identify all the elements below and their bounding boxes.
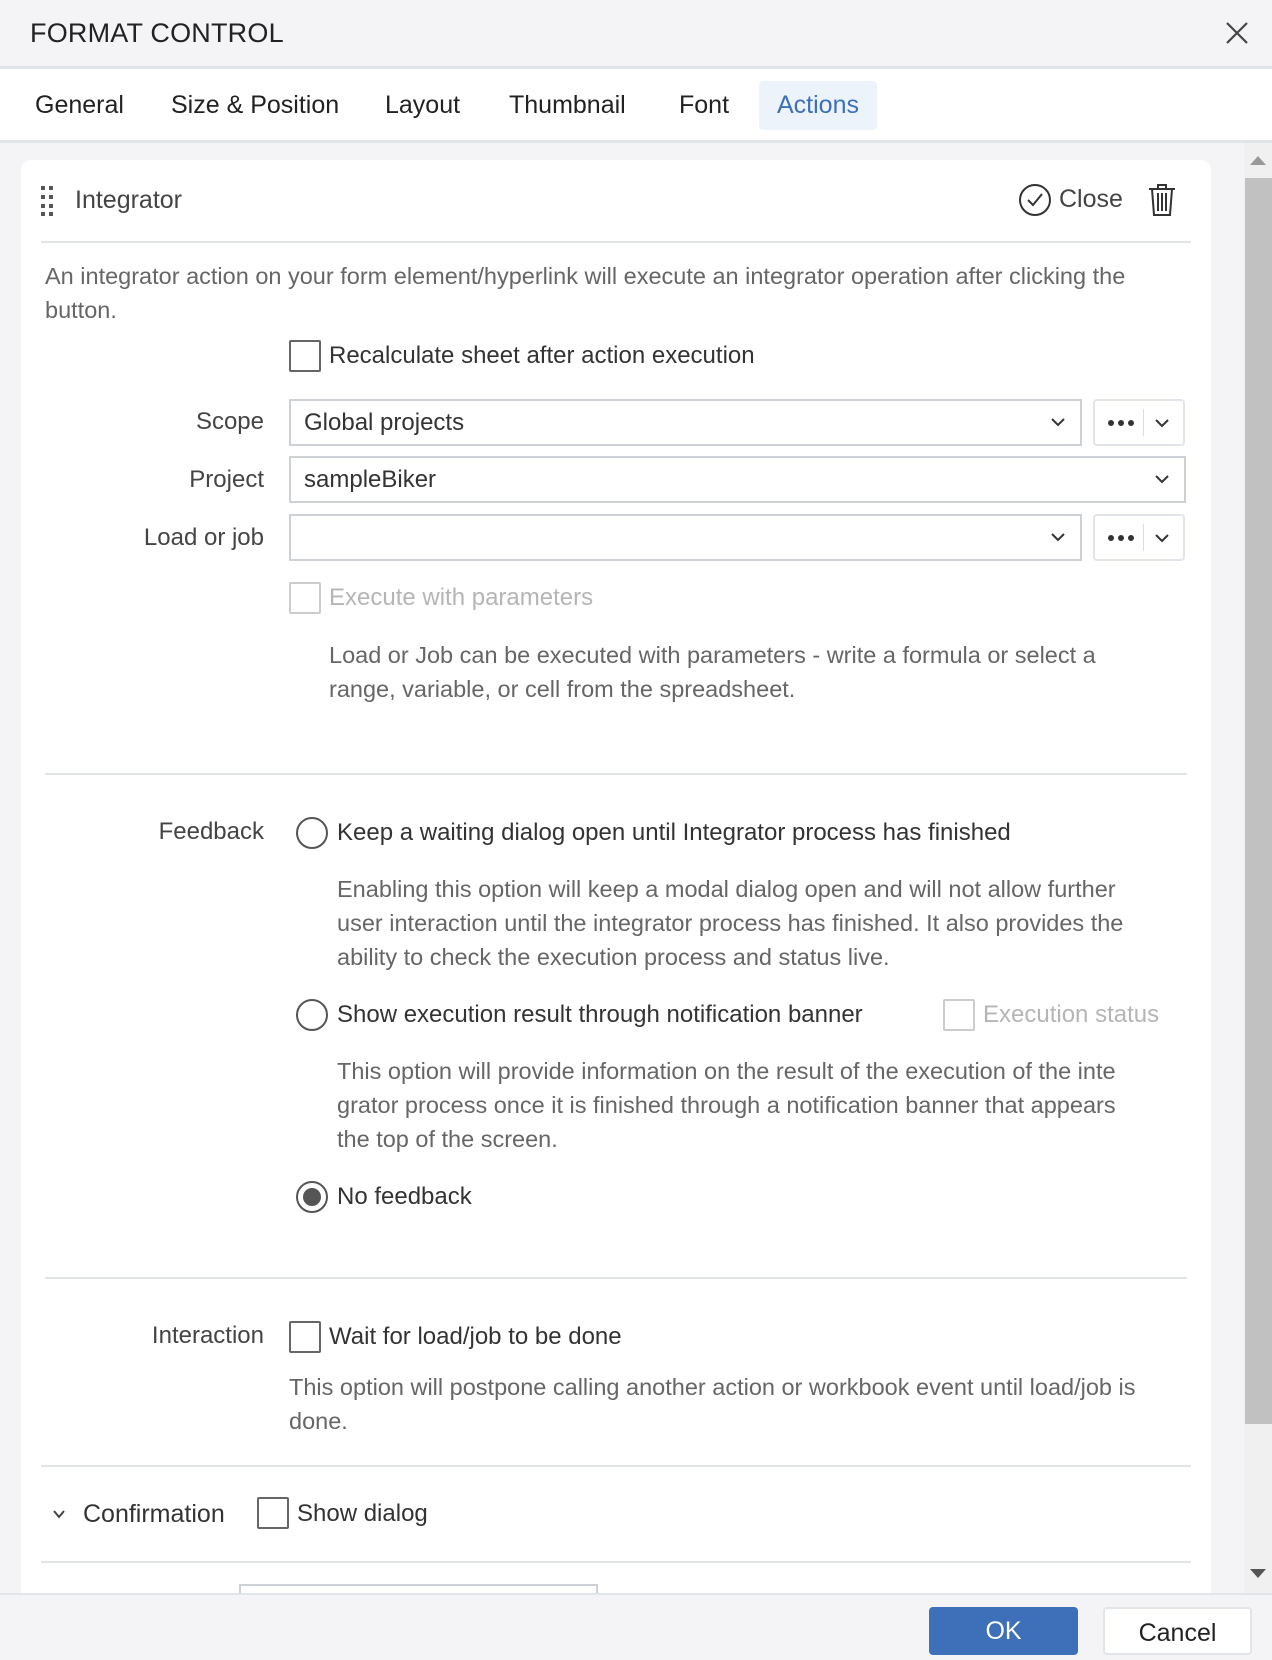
recalculate-label: Recalculate sheet after action execution xyxy=(329,342,755,369)
chevron-down-icon xyxy=(1154,415,1170,431)
ellipsis-icon xyxy=(1107,419,1135,427)
project-value: sampleBiker xyxy=(304,466,437,493)
execution-status-checkbox[interactable] xyxy=(943,999,975,1031)
recalculate-checkbox[interactable] xyxy=(289,340,321,372)
scope-value: Global projects xyxy=(304,409,465,436)
chevron-down-icon[interactable] xyxy=(52,1508,66,1520)
scope-select[interactable] xyxy=(289,399,1082,446)
chevron-down-icon xyxy=(1154,530,1170,546)
divider xyxy=(45,773,1187,775)
ellipsis-icon xyxy=(1107,534,1135,542)
execution-status-label: Execution status xyxy=(983,1001,1160,1028)
tab-bar xyxy=(0,69,1272,143)
feedback-notification-banner-radio[interactable] xyxy=(296,999,328,1031)
tab-actions[interactable]: Actions xyxy=(759,81,877,130)
divider xyxy=(41,1561,1191,1563)
feedback-none-label: No feedback xyxy=(337,1183,472,1210)
divider xyxy=(41,1465,1191,1467)
ok-button[interactable]: OK xyxy=(929,1607,1078,1655)
scroll-up-icon[interactable] xyxy=(1250,155,1266,167)
tab-general[interactable]: General xyxy=(35,91,124,119)
chevron-down-icon xyxy=(1050,414,1066,430)
feedback-waiting-dialog-label: Keep a waiting dialog open until Integrator process has finished xyxy=(337,819,1011,846)
wait-for-load-job-checkbox[interactable] xyxy=(289,1321,321,1353)
scrollbar-thumb[interactable] xyxy=(1245,178,1272,1424)
close-icon[interactable] xyxy=(1222,18,1252,48)
execute-with-parameters-label: Execute with parameters xyxy=(329,584,594,611)
tab-size-position[interactable]: Size & Position xyxy=(171,91,340,119)
check-circle-icon xyxy=(1018,183,1052,217)
scope-more-button[interactable] xyxy=(1093,399,1185,446)
tab-thumbnail[interactable]: Thumbnail xyxy=(509,91,626,119)
load-or-job-label: Load or job xyxy=(143,524,264,551)
trash-icon[interactable] xyxy=(1148,183,1176,217)
feedback-notification-banner-label: Show execution result through notification banner xyxy=(337,1001,863,1028)
feedback-notification-banner-help: This option will provide information on the result of the execution of the inte grator process once it is finished through a notification banner that appears the top of the screen. xyxy=(337,1058,1116,1152)
show-dialog-label: Show dialog xyxy=(297,1500,428,1527)
interaction-help: This option will postpone calling another action or workbook event until load/job is done. xyxy=(289,1374,1136,1434)
dialog-footer xyxy=(0,1593,1272,1660)
project-select[interactable] xyxy=(289,456,1186,503)
feedback-waiting-dialog-help: Enabling this option will keep a modal dialog open and will not allow further user interaction until the integrator process has finished. It also provides the ability to check the execution process and status live. xyxy=(337,876,1124,970)
dialog-header xyxy=(0,0,1272,69)
tab-layout[interactable]: Layout xyxy=(385,91,461,119)
divider xyxy=(45,1277,1187,1279)
drag-handle-icon[interactable] xyxy=(41,186,55,216)
chevron-down-icon xyxy=(1154,471,1170,487)
chevron-down-icon xyxy=(1050,529,1066,545)
interaction-label: Interaction xyxy=(151,1322,264,1349)
feedback-waiting-dialog-radio[interactable] xyxy=(296,817,328,849)
confirmation-section-label[interactable]: Confirmation xyxy=(83,1500,225,1528)
tab-font[interactable]: Font xyxy=(679,91,730,119)
wait-for-load-job-label: Wait for load/job to be done xyxy=(329,1323,622,1350)
feedback-none-radio[interactable] xyxy=(296,1181,328,1213)
action-title: Integrator xyxy=(75,186,183,214)
divider xyxy=(41,241,1191,243)
cancel-button[interactable]: Cancel xyxy=(1103,1607,1252,1655)
show-dialog-checkbox[interactable] xyxy=(257,1497,289,1529)
execute-with-parameters-checkbox[interactable] xyxy=(289,582,321,614)
load-or-job-select[interactable] xyxy=(289,514,1082,561)
scroll-down-icon[interactable] xyxy=(1250,1567,1266,1579)
load-or-job-more-button[interactable] xyxy=(1093,514,1185,561)
project-label: Project xyxy=(189,466,264,493)
scope-label: Scope xyxy=(195,408,264,435)
feedback-label: Feedback xyxy=(158,818,264,845)
dialog-title: FORMAT CONTROL xyxy=(30,18,284,48)
execute-parameters-help: Load or Job can be executed with parameters - write a formula or select a range, variable, or cell from the spreadsheet. xyxy=(329,642,1096,702)
action-description: An integrator action on your form element/hyperlink will execute an integrator operation after clicking the button. xyxy=(45,263,1126,323)
close-action-label: Close xyxy=(1059,185,1123,213)
